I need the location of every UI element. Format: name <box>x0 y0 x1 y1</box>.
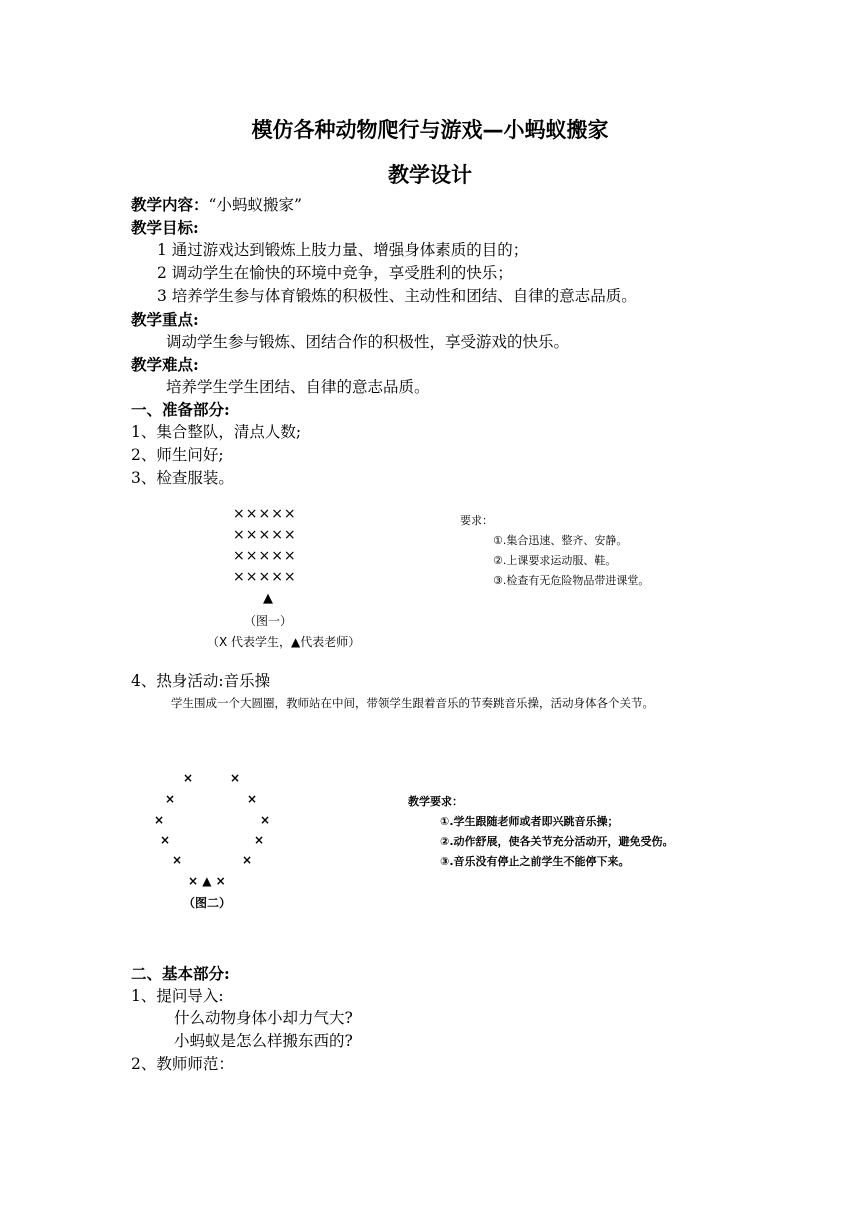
document-subtitle: 教学设计 <box>388 163 472 187</box>
goal-item-3: 3 培养学生参与体育锻炼的积极性、主动性和团结、自律的意志品质。 <box>157 287 637 305</box>
formation-row-3: ××××× <box>233 548 297 564</box>
figure1-caption: （图一） <box>244 614 293 628</box>
teacher-row: × ▲ × <box>188 874 226 888</box>
basic-item-1: 1、提问导入: <box>131 987 224 1005</box>
content-value: “小蚂蚁搬家” <box>208 196 302 214</box>
student-mark: × <box>172 853 183 867</box>
warmup-desc: 学生围成一个大圆圈，教师站在中间，带领学生跟着音乐的节奏跳音乐操，活动身体各个关节。 <box>171 696 654 710</box>
basic-question-1: 什么动物身体小却力气大? <box>174 1009 353 1027</box>
formation-row-2: ××××× <box>233 527 297 543</box>
figure1-req-2: ②.上课要求运动服、鞋。 <box>493 554 617 567</box>
content-line <box>131 194 302 216</box>
student-mark: × <box>230 771 241 785</box>
goals-label: 教学目标: <box>131 218 199 237</box>
basic-item-2: 2、教师师范： <box>131 1055 234 1073</box>
warmup-heading: 4、热身活动:音乐操 <box>131 672 271 690</box>
formation-row-1: ××××× <box>233 506 297 522</box>
figure2-req-1: ①.学生跟随老师或者即兴跳音乐操； <box>440 815 619 828</box>
figure2-req-2: ②.动作舒展，使各关节充分活动开，避免受伤。 <box>440 835 674 848</box>
goal-item-2: 2 调动学生在愉快的环境中竞争，享受胜利的快乐； <box>157 264 513 282</box>
prep-item-3: 3、检查服装。 <box>131 469 234 487</box>
goal-item-1: 1 通过游戏达到锻炼上肢力量、增强身体素质的目的； <box>157 241 529 259</box>
figure1-req-3: ③.检查有无危险物品带进课堂。 <box>493 574 650 587</box>
figure2-req-title: 教学要求： <box>408 795 463 808</box>
figure2-req-3: ③.音乐没有停止之前学生不能停下来。 <box>440 855 630 868</box>
student-mark: × <box>183 771 194 785</box>
student-mark: × <box>165 792 176 806</box>
student-mark: × <box>254 833 265 847</box>
student-mark: × <box>160 833 171 847</box>
difficulty-label: 教学难点: <box>131 355 199 374</box>
key-point-label: 教学重点: <box>131 310 199 329</box>
basic-heading: 二、基本部分: <box>131 964 230 983</box>
figure2-caption: （图二） <box>183 896 232 910</box>
prep-item-2: 2、师生问好; <box>131 446 224 464</box>
teacher-marker-icon: ▲ <box>263 591 273 606</box>
figure1-req-1: ①.集合迅速、整齐、安静。 <box>493 534 628 547</box>
student-mark: × <box>154 813 165 827</box>
figure1-req-title: 要求： <box>460 514 493 527</box>
key-point-text: 调动学生参与锻炼、团结合作的积极性，享受游戏的快乐。 <box>166 333 570 351</box>
difficulty-text: 培养学生学生团结、自律的意志品质。 <box>166 378 430 396</box>
document-title: 模仿各种动物爬行与游戏—小蚂蚁搬家 <box>251 118 609 142</box>
formation-row-4: ××××× <box>233 569 297 585</box>
content-label: 教学内容： <box>131 195 209 214</box>
prep-heading: 一、准备部分: <box>131 400 230 419</box>
student-mark: × <box>260 813 271 827</box>
prep-item-1: 1、集合整队，清点人数; <box>131 423 302 441</box>
basic-question-2: 小蚂蚁是怎么样搬东西的? <box>174 1032 353 1050</box>
student-mark: × <box>242 853 253 867</box>
figure1-legend: （X 代表学生，▲代表老师） <box>207 635 361 649</box>
student-mark: × <box>247 792 258 806</box>
